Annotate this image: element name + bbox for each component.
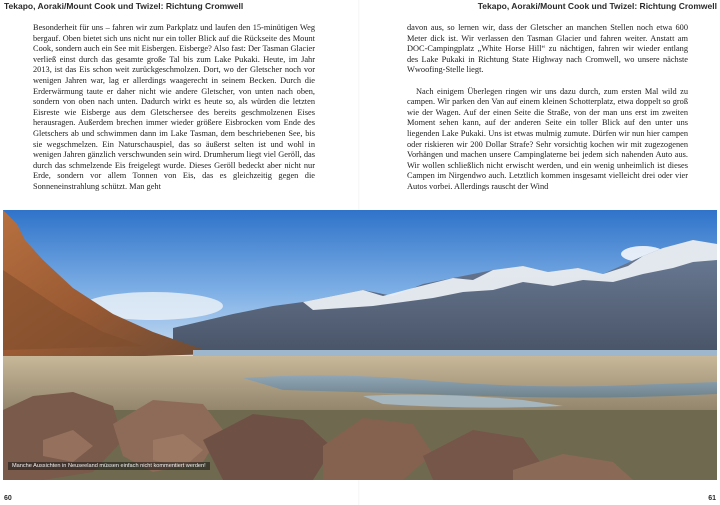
running-header-left: Tekapo, Aoraki/Mount Cook und Twizel: Richtung Cromwell [4, 1, 244, 11]
paragraph: davon aus, so lernen wir, dass der Gletscher an manchen Stellen noch etwa 600 Meter dick ist. Wir verlassen den Tasman Glacier und fahren weiter. Anstatt am DOC-Campingplatz „White Horse Hill“ zu nächtigen, fahren wir wieder entlang des Lake Pukaki in Richtung State Highway nach Cromwell, wo unsere nächste Wwoofing-Stelle liegt. [407, 23, 688, 75]
paragraph: Nach einigem Überlegen ringen wir uns dazu durch, zum ersten Mal wild zu campen. Wir parken den Van auf einem kleinen Schotterplatz, etwa doppelt so groß wie der Wagen. Auf der einen Seite die Straße, von der man uns erst im zweiten Moment sehen kann, auf der anderen Seite ein toller Blick auf den unter uns liegenden Lake Pukaki. Uns ist etwas mulmig zumute. Dürfen wir nun hier campen oder riskieren wir 200 Dollar Strafe? Sehr vorsichtig kochen wir mit zugezogenen Vorhängen und machen unsere Campinglaterne bei jedem sich nahenden Auto aus. Wir wollen schließlich nicht erwischt werden, und ein wenig unheimlich ist dieses Campen im Nirgendwo auch. Letztlich kommen insgesamt vielleicht drei oder vier Autos vorbei. Allerdings rauscht der Wind [407, 86, 688, 191]
right-text-column [407, 23, 688, 193]
mountain-lake-image [3, 210, 717, 480]
left-text-column [33, 23, 315, 193]
paragraph: Besonderheit für uns – fahren wir zum Parkplatz und laufen den 15-minütigen Weg bergauf. Oben bietet sich uns nicht nur ein toller Blick auf die Rückseite des Mount Cook, sondern auch ein See mit Eisbergen. Eisberge? Also fast: Der Tasman Glacier verließ einst durch das gesamte große Tal bis zum Lake Pukaki. Heute, im Jahr 2013, ist das Eis schon weit zurückgeschmolzen. Dort, wo der Gletscher noch vor wenigen Jahren war, lag er allerdings waagerecht in seinem Becken. Durch die Erderwärmung taute er daher nicht wie andere Gletscher, von unten nach oben, sondern von oben nach unten. Dadurch wirkt es heute so, als würden die letzten Eisreste wie Eisberge aus dem Gletschersee des bereits geschmolzenen Eises herausragen. Außerdem brechen immer wieder größere Eisbrocken vom Ende des Gletschers ab und schwimmen dann im Lake Tasman, dem beschriebenen See, bis sie wegschmelzen. Ein Naturschauspiel, das so äußerst selten ist und wohl in wenigen Jahren gänzlich verschwunden sein wird. Drumherum liegt viel Geröll, das durch das schmelzende Eis freigelegt wurde. Dieses Geröll bedeckt aber nicht nur Erde, sondern vor allem Tonnen von Eis, das es gleichzeitig gegen die Sonneneinstrahlung schützt. Man geht [33, 23, 315, 191]
running-header-right: Tekapo, Aoraki/Mount Cook und Twizel: Richtung Cromwell [477, 1, 717, 11]
page-number-right: 61 [708, 495, 716, 502]
page-number-left: 60 [4, 495, 12, 502]
photo-caption: Manche Aussichten in Neuseeland müssen einfach nicht kommentiert werden! [8, 462, 210, 470]
landscape-photo [3, 210, 717, 480]
